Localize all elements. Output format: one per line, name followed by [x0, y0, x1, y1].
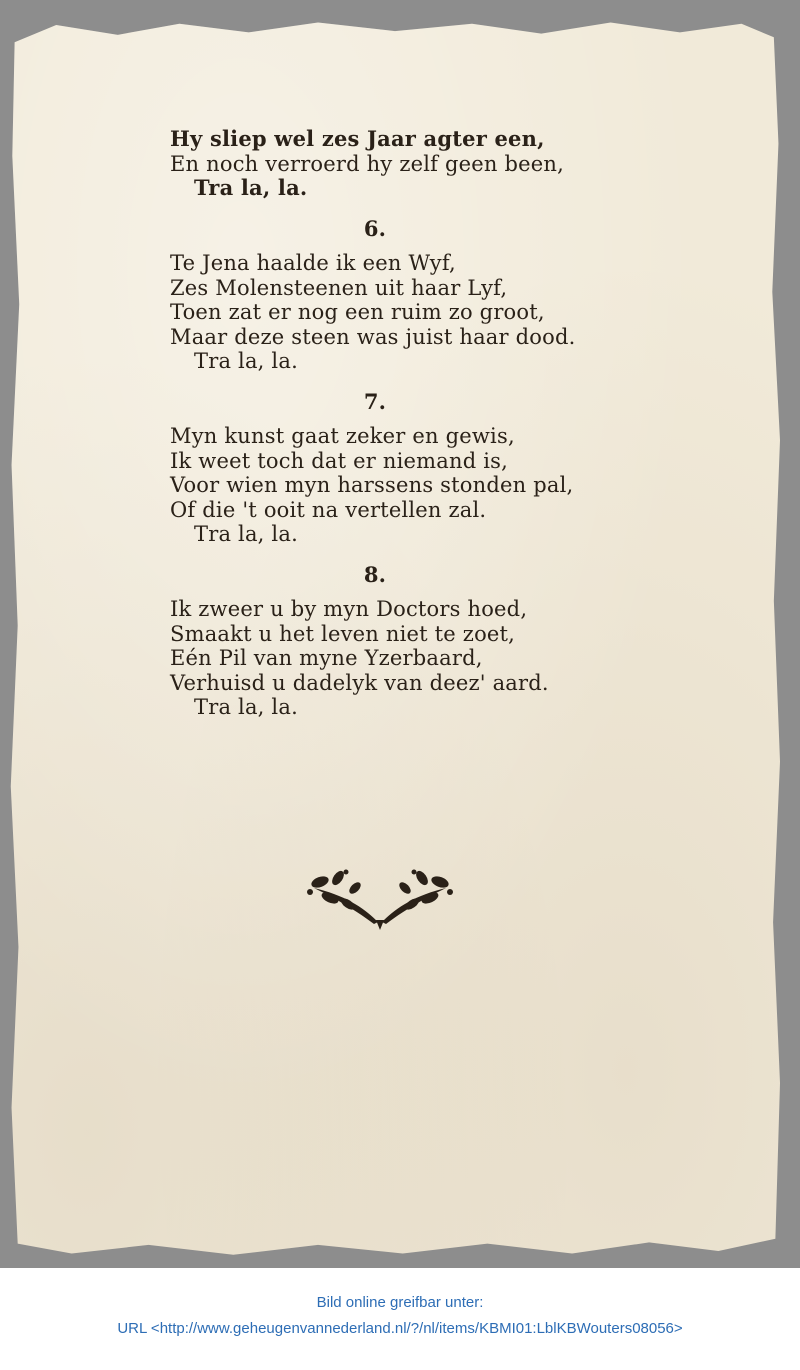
refrain-line: Tra la, la. [194, 695, 298, 719]
verse-number: 6. [363, 215, 387, 241]
poem-line: Ik weet toch dat er niemand is, [170, 448, 509, 473]
poem-line: Smaakt u het leven niet te zoet, [170, 621, 516, 646]
stanza-top [170, 127, 610, 201]
poem-line: Verhuisd u dadelyk van deez' aard. [170, 670, 549, 695]
caption-url: URL <http://www.geheugenvannederland.nl/?/nl/items/KBMI01:LblKBWouters08056> [117, 1320, 683, 1337]
poem-line: Voor wien myn harssens stonden pal, [170, 473, 574, 497]
verse-number: 7. [363, 388, 387, 414]
poem-line: Zes Molensteenen uit haar Lyf, [170, 275, 508, 300]
refrain-line: Tra la, la. [194, 522, 298, 546]
poem-line: Hy sliep wel zes Jaar agter een, [170, 126, 545, 151]
poem-line: Of die 't ooit na vertellen zal. [170, 497, 487, 522]
caption-availability: Bild online greifbar unter: [316, 1294, 484, 1311]
stanza-7 [170, 424, 610, 547]
poem-line: Toen zat er nog een ruim zo groot, [170, 300, 545, 324]
poem-line: Myn kunst gaat zeker en gewis, [170, 424, 515, 448]
poem-line: Ik zweer u by myn Doctors hoed, [170, 597, 528, 621]
refrain-line: Tra la, la. [194, 349, 298, 373]
verse-number: 8. [363, 561, 387, 587]
stanza-8 [170, 597, 610, 720]
refrain-line: Tra la, la. [194, 175, 308, 200]
poem-line: Eén Pil van myne Yzerbaard, [170, 646, 483, 670]
poem-text [170, 127, 610, 720]
poem-line: Te Jena haalde ik een Wyf, [170, 251, 456, 275]
foliage-ornament-icon [300, 866, 460, 930]
poem-line: En noch verroerd hy zelf geen been, [170, 151, 564, 176]
stanza-6 [170, 251, 610, 374]
poem-line: Maar deze steen was juist haar dood. [170, 324, 576, 349]
